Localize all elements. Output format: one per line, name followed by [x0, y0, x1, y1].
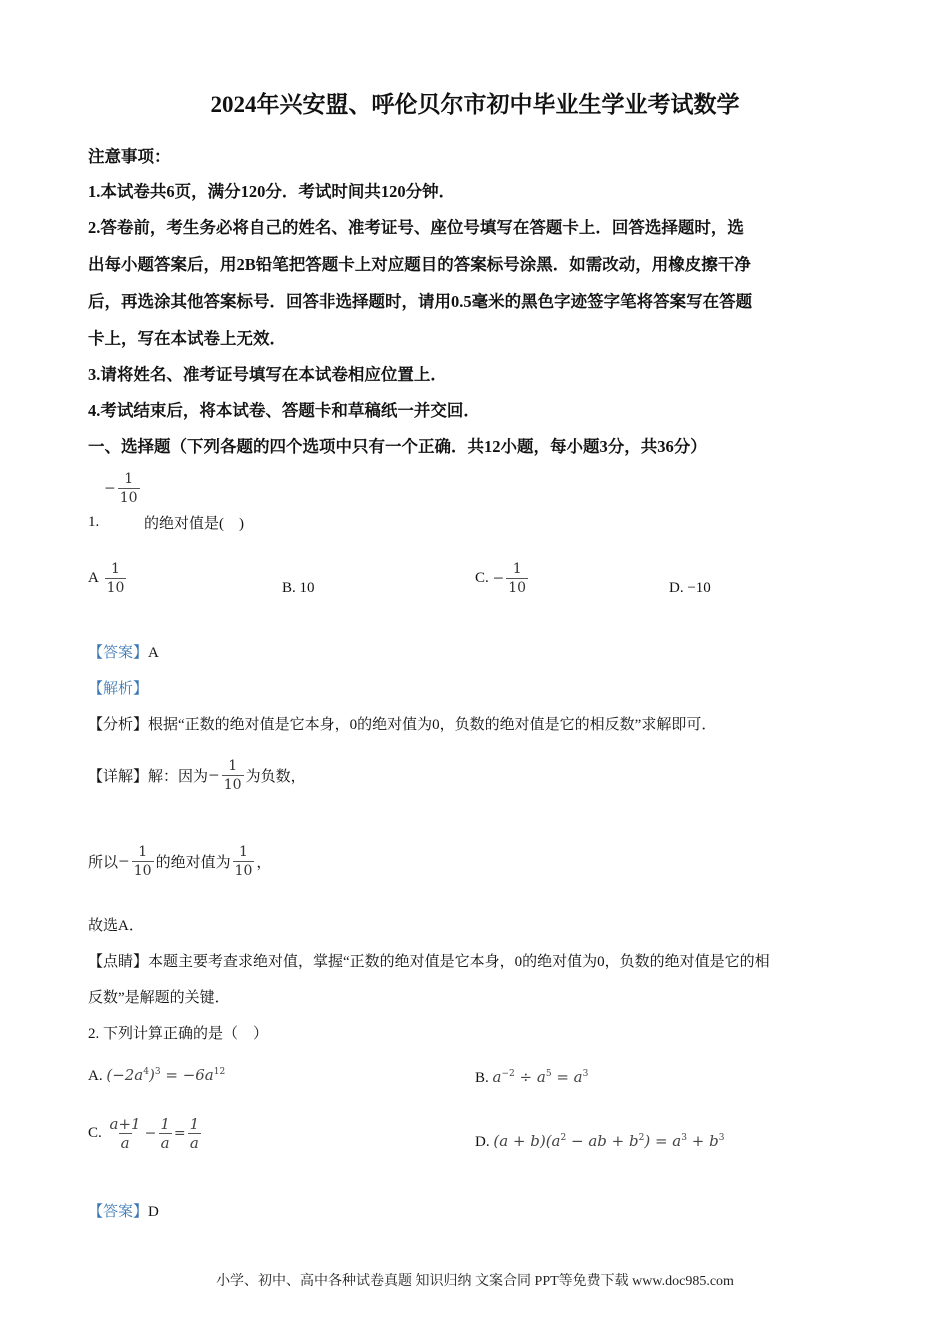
page-title: 2024年兴安盟、呼伦贝尔市初中毕业生学业考试数学 — [210, 92, 740, 117]
q1-number: 1. — [88, 514, 100, 530]
q1-option-c: C. − $\frac{1}{10}$ — [475, 561, 527, 596]
q2-answer: 【答案】D — [88, 1204, 159, 1220]
notice-line-5: 卡上，写在本试卷上无效． — [88, 329, 286, 348]
notice-line-6: 3.请将姓名、准考证号填写在本试卷相应位置上． — [88, 365, 447, 384]
q1-detail-line-2: 所以− $\frac{1}{10}$ 的绝对值为 $\frac{1}{10}$ ， — [88, 844, 272, 879]
q1-fenxi: 【分析】根据“正数的绝对值是它本身，0的绝对值为0，负数的绝对值是它的相反数”求解即可． — [88, 717, 717, 733]
q1-dianjing-2: 反数”是解题的关键． — [88, 990, 230, 1006]
q2-option-d: D. $(a + b)(a^2$ − ab + $b^2) = a^3 + b^3$ — [475, 1132, 725, 1150]
q2-option-b: B. $a^{-2} \div a^5 = a^3$ — [475, 1068, 589, 1086]
page-footer: 小学、初中、高中各种试卷真题 知识归纳 文案合同 PPT等免费下载 www.doc985.com — [216, 1274, 734, 1289]
q1-stem: 的绝对值是( ) — [144, 516, 244, 532]
q1-option-b: B. 10 — [282, 580, 315, 596]
q1-option-d: D. −10 — [669, 580, 711, 596]
notice-line-7: 4.考试结束后，将本试卷、答题卡和草稿纸一并交回． — [88, 401, 480, 420]
q1-answer: 【答案】A — [88, 645, 159, 661]
q1-dianjing-1: 【点睛】本题主要考查求绝对值，掌握“正数的绝对值是它本身，0的绝对值为0，负数的绝对值是它的相 — [88, 954, 770, 970]
notice-heading: 注意事项： — [88, 147, 171, 166]
q2-option-a: A. $(-2a^4)^3 = -6a^{12}$ — [88, 1066, 226, 1084]
q2-option-c: C. $\frac{a+1}{a}$ − $\frac{1}{a}$ = $\frac{1}{a}$ — [88, 1115, 200, 1152]
notice-line-2: 2.答卷前，考生务必将自己的姓名、准考证号、座位号填写在答题卡上．回答选择题时，选 — [88, 218, 744, 237]
section-heading: 一、选择题（下列各题的四个选项中只有一个正确．共12小题，每小题3分，共36分） — [88, 437, 707, 456]
notice-line-3: 出每小题答案后，用2B铅笔把答题卡上对应题目的答案标号涂黑．如需改动，用橡皮擦干净 — [88, 255, 751, 274]
q1-stem-fraction: − $\frac{1}{10}$ — [104, 471, 138, 506]
q2-stem: 2. 下列计算正确的是（ ） — [88, 1026, 269, 1042]
q1-detail-line-3: 故选A． — [88, 918, 144, 934]
notice-line-4: 后，再选涂其他答案标号．回答非选择题时，请用0.5毫米的黑色字迹签字笔将答案写在答题 — [88, 292, 753, 311]
notice-line-1: 1.本试卷共6页，满分120分．考试时间共120分钟． — [88, 182, 456, 201]
q1-option-a: A $\frac{1}{10}$ — [88, 561, 125, 596]
q1-detail-line-1: 【详解】解：因为− $\frac{1}{10}$ 为负数， — [88, 758, 306, 793]
q1-analysis-label: 【解析】 — [88, 681, 149, 697]
